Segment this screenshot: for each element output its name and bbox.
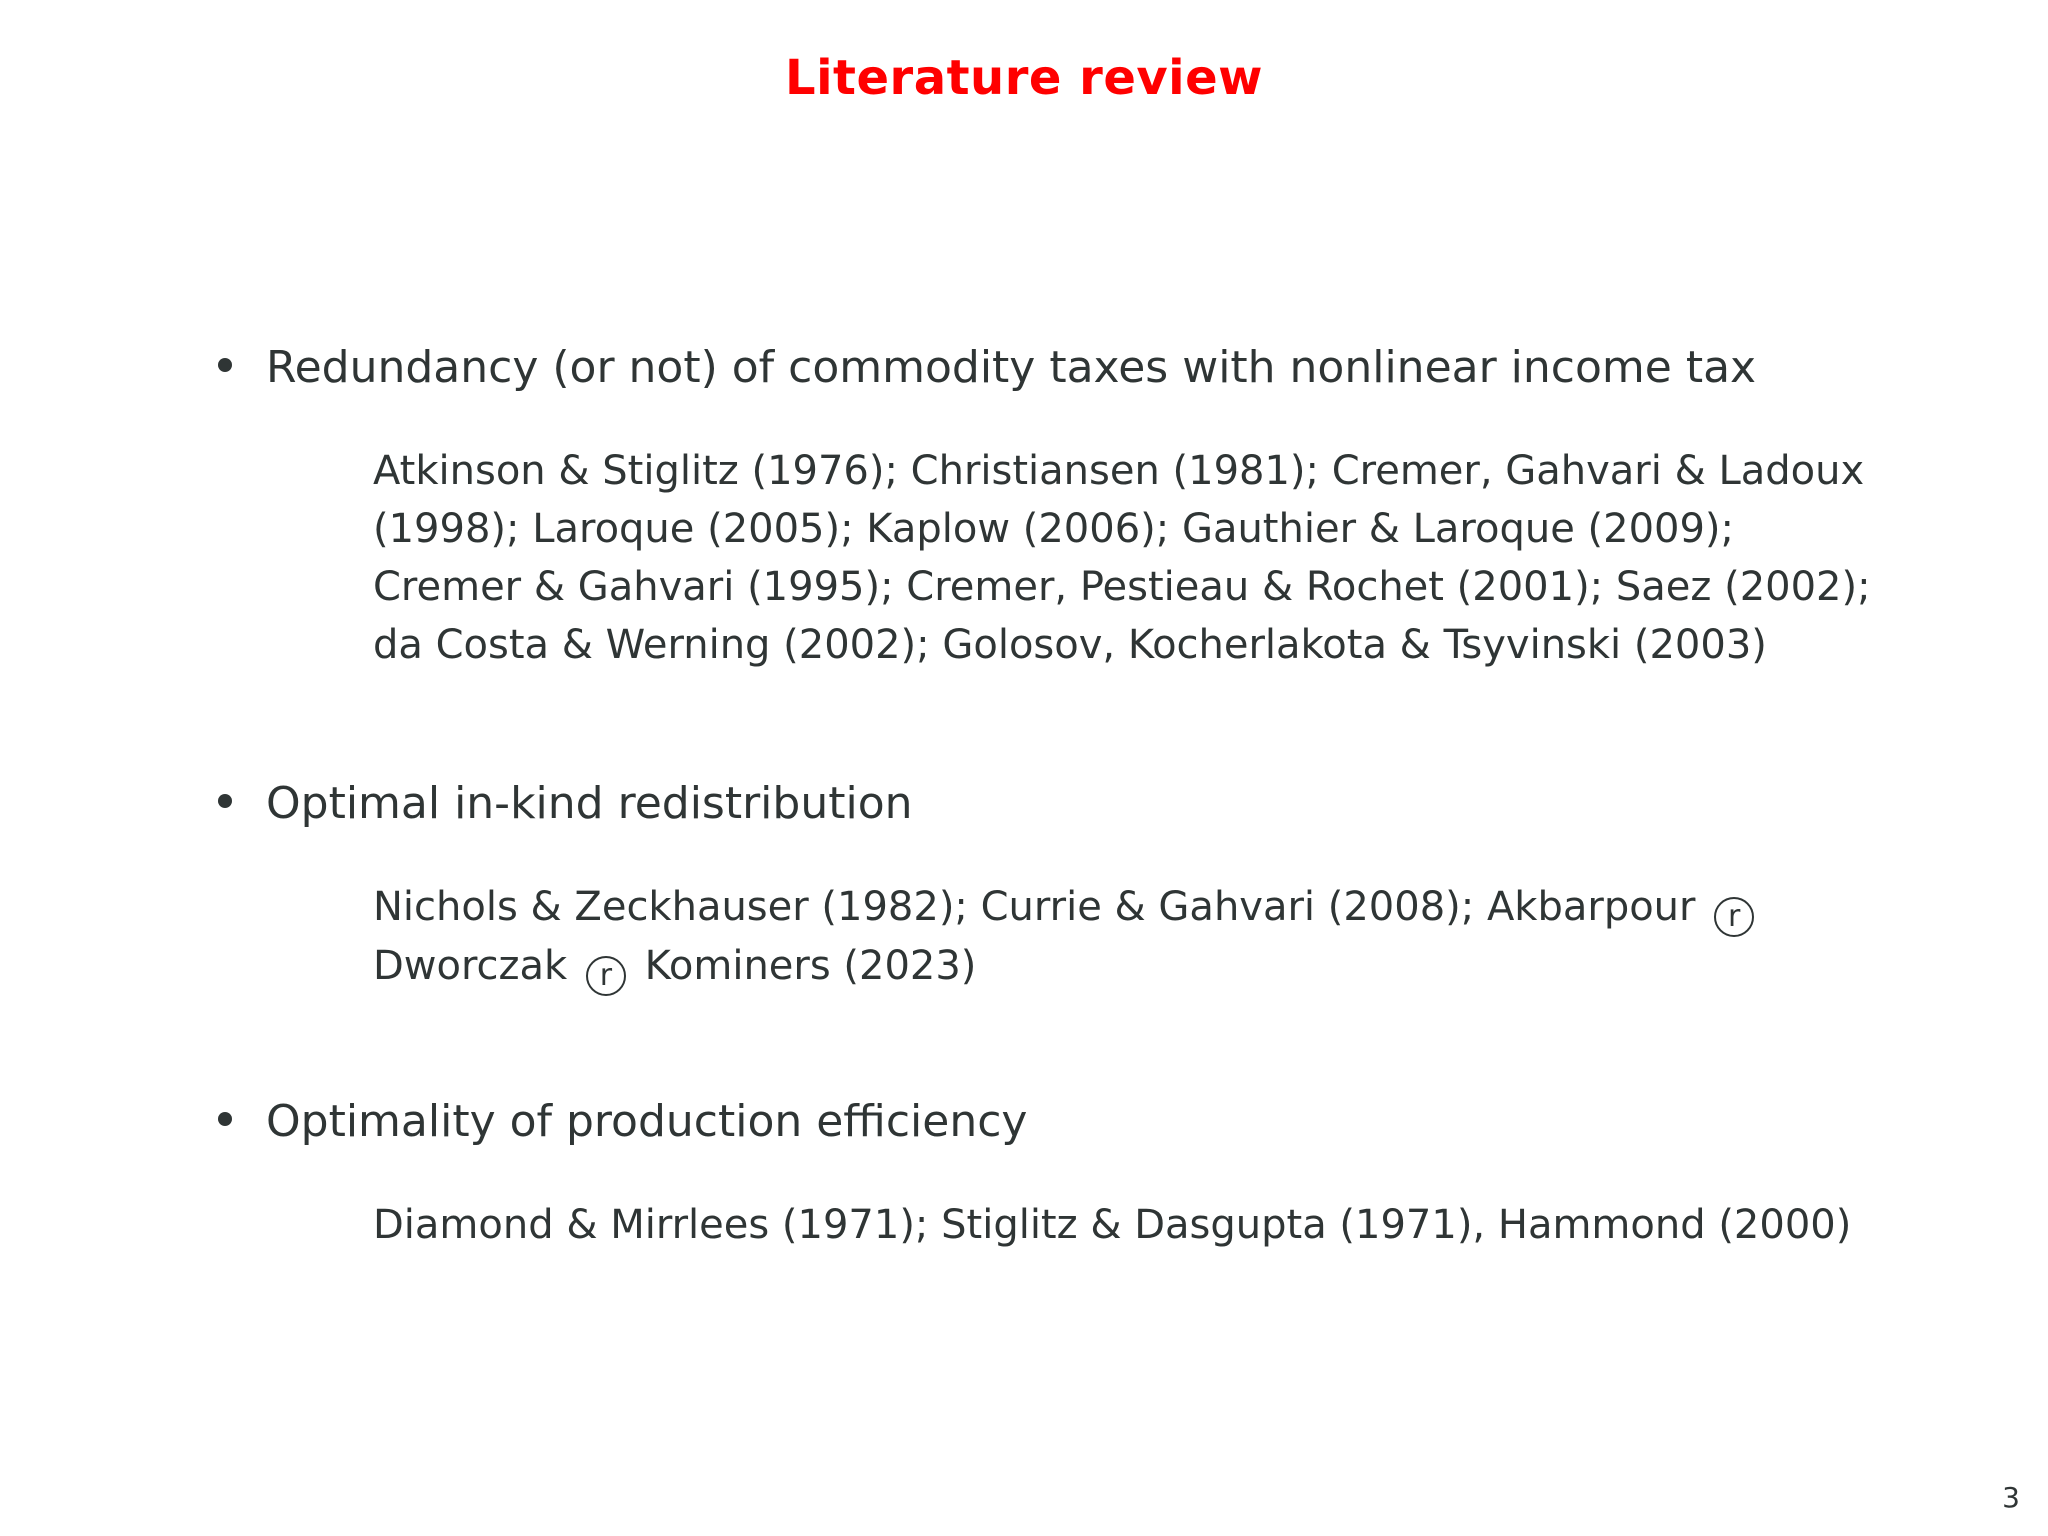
reference-line: (1998); Laroque (2005); Kaplow (2006); Gauthier & Laroque (2009); bbox=[373, 506, 1735, 552]
reference-text: Dworczak bbox=[373, 943, 568, 989]
bullet-heading: Optimality of production efficiency bbox=[266, 1096, 1028, 1147]
reference-line: Atkinson & Stiglitz (1976); Christiansen (1981); Cremer, Gahvari & Ladoux bbox=[373, 448, 1865, 494]
reference-list bbox=[373, 442, 2048, 674]
bullet-heading-row bbox=[218, 340, 1938, 396]
reference-line: da Costa & Werning (2002); Golosov, Kocherlakota & Tsyvinski (2003) bbox=[373, 622, 1767, 668]
reference-text: Kominers (2023) bbox=[644, 943, 977, 989]
reference-text: Nichols & Zeckhauser (1982); Currie & Gahvari (2008); Akbarpour bbox=[373, 884, 1696, 930]
reference-list bbox=[373, 878, 2048, 996]
bullet-heading: Redundancy (or not) of commodity taxes with nonlinear income tax bbox=[266, 342, 1757, 393]
random-order-circle-r-icon: r bbox=[586, 956, 626, 996]
slide-title: Literature review bbox=[784, 50, 1264, 106]
bullet-dot-icon bbox=[218, 794, 232, 808]
bullet-dot-icon bbox=[218, 358, 232, 372]
reference-line bbox=[373, 878, 2048, 937]
reference-line: Cremer & Gahvari (1995); Cremer, Pestieau & Rochet (2001); Saez (2002); bbox=[373, 564, 1871, 610]
bullet-item-in-kind bbox=[218, 776, 1938, 996]
bullet-dot-icon bbox=[218, 1112, 232, 1126]
bullet-heading-row bbox=[218, 1094, 1938, 1150]
random-order-circle-r-icon: r bbox=[1714, 897, 1754, 937]
bullet-item-production-efficiency bbox=[218, 1094, 1938, 1254]
page-number: 3 bbox=[2002, 1481, 2020, 1514]
reference-list bbox=[373, 1196, 2048, 1254]
bullet-heading-row bbox=[218, 776, 1938, 832]
reference-line: Diamond & Mirrlees (1971); Stiglitz & Dasgupta (1971), Hammond (2000) bbox=[373, 1202, 1852, 1248]
bullet-heading: Optimal in-kind redistribution bbox=[266, 778, 913, 829]
bullet-item-redundancy bbox=[218, 340, 1938, 674]
reference-line bbox=[373, 937, 2048, 996]
